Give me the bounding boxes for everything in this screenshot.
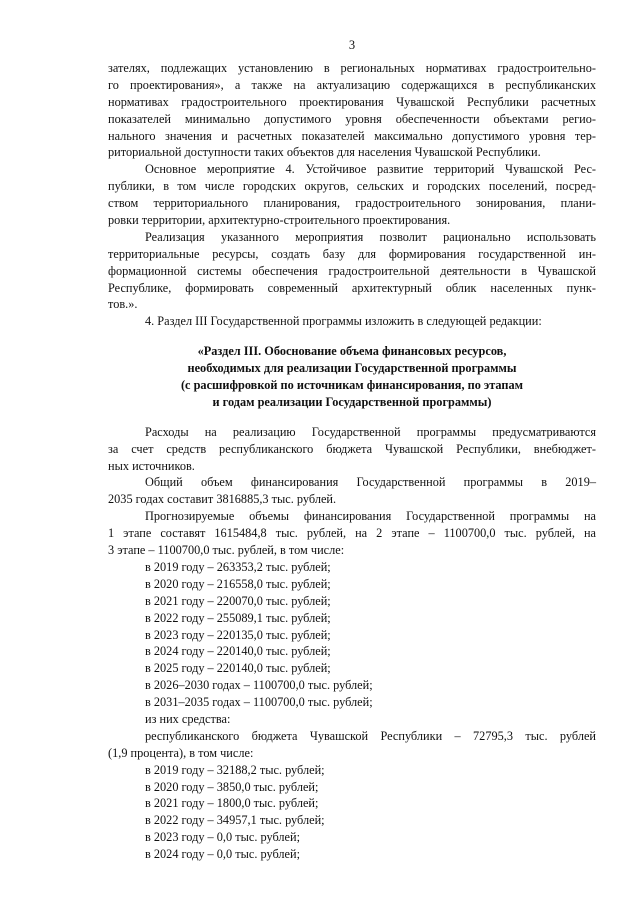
year-line: в 2019 году – 32188,2 тыс. рублей; [145, 762, 325, 777]
text-line: 4. Раздел III Государственной программы изложить в следующей редакции: [145, 314, 542, 329]
text-line: нормативах градостроительного проектирования Чувашской Республики расчетных [108, 94, 596, 109]
text-line: тов.». [108, 297, 138, 312]
text-line: ством территориального планирования, градостроительного зонирования, плани- [108, 196, 596, 211]
text-line: Прогнозируемые объемы финансирования Государственной программы на [145, 509, 596, 524]
text-line: риториальной доступности таких объектов для населения Чувашской Республики. [108, 145, 541, 160]
text-line: нального значения и расчетных показателей максимально допустимого уровня тер- [108, 128, 596, 143]
text-line: республиканского бюджета Чувашской Республики – 72795,3 тыс. рублей [145, 728, 596, 743]
year-line: в 2025 году – 220140,0 тыс. рублей; [145, 661, 331, 676]
year-line: в 2024 году – 0,0 тыс. рублей; [145, 847, 300, 862]
year-line: в 2023 году – 220135,0 тыс. рублей; [145, 627, 331, 642]
year-line: в 2021 году – 1800,0 тыс. рублей; [145, 796, 319, 811]
text-line: территориальные ресурсы, создать базу для формирования государственной ин- [108, 246, 596, 261]
text-line: ных источников. [108, 458, 195, 473]
text-line: формационной системы обеспечения градостроительной деятельности в Чувашской [108, 263, 596, 278]
text-line: Расходы на реализацию Государственной программы предусматриваются [145, 424, 596, 439]
year-line: в 2020 году – 3850,0 тыс. рублей; [145, 779, 319, 794]
section-heading-line: «Раздел III. Обоснование объема финансовых ресурсов, [197, 344, 507, 359]
text-line: показателей минимально допустимого уровня обеспеченности объектами регио- [108, 111, 596, 126]
text-line: Республике, формировать современный архитектурный облик населенных пунк- [108, 280, 596, 295]
year-line: в 2026–2030 годах – 1100700,0 тыс. рублей; [145, 678, 373, 693]
year-line: в 2031–2035 годах – 1100700,0 тыс. рублей; [145, 695, 373, 710]
text-line: Основное мероприятие 4. Устойчивое развитие территорий Чувашской Рес- [145, 162, 596, 177]
text-line: 3 этапе – 1100700,0 тыс. рублей, в том числе: [108, 543, 345, 558]
text-line: из них средства: [145, 711, 231, 726]
page-number: 3 [348, 38, 356, 52]
section-heading-line: и годам реализации Государственной программы) [212, 394, 492, 409]
year-line: в 2024 году – 220140,0 тыс. рублей; [145, 644, 331, 659]
year-line: в 2020 году – 216558,0 тыс. рублей; [145, 576, 331, 591]
year-line: в 2022 году – 255089,1 тыс. рублей; [145, 610, 331, 625]
text-line: Реализация указанного мероприятия позволит рационально использовать [145, 229, 596, 244]
year-line: в 2022 году – 34957,1 тыс. рублей; [145, 813, 325, 828]
section-heading-line: необходимых для реализации Государственной программы [187, 361, 517, 376]
document-body [108, 60, 596, 863]
year-line: в 2023 году – 0,0 тыс. рублей; [145, 830, 300, 845]
text-line: Общий объем финансирования Государственной программы в 2019– [145, 475, 596, 490]
text-line: 2035 годах составит 3816885,3 тыс. рублей. [108, 492, 337, 507]
text-line: зателях, подлежащих установлению в региональных нормативах градостроительно- [108, 61, 596, 75]
text-line: публики, в том числе городских округов, сельских и городских поселений, посред- [108, 179, 596, 194]
text-line: за счет средств республиканского бюджета Чувашской Республики, внебюджет- [108, 441, 596, 456]
text-line: ровки территории, архитектурно-строительного проектирования. [108, 213, 451, 228]
text-line: 1 этапе составят 1615484,8 тыс. рублей, на 2 этапе – 1100700,0 тыс. рублей, на [108, 526, 596, 541]
year-line: в 2021 году – 220070,0 тыс. рублей; [145, 593, 331, 608]
text-line: (1,9 процента), в том числе: [108, 745, 254, 760]
year-line: в 2019 году – 263353,2 тыс. рублей; [145, 559, 331, 574]
text-line: го проектирования», а также на актуализацию содержащихся в республиканских [108, 77, 596, 92]
section-heading-line: (с расшифровкой по источникам финансирования, по этапам [180, 378, 524, 393]
